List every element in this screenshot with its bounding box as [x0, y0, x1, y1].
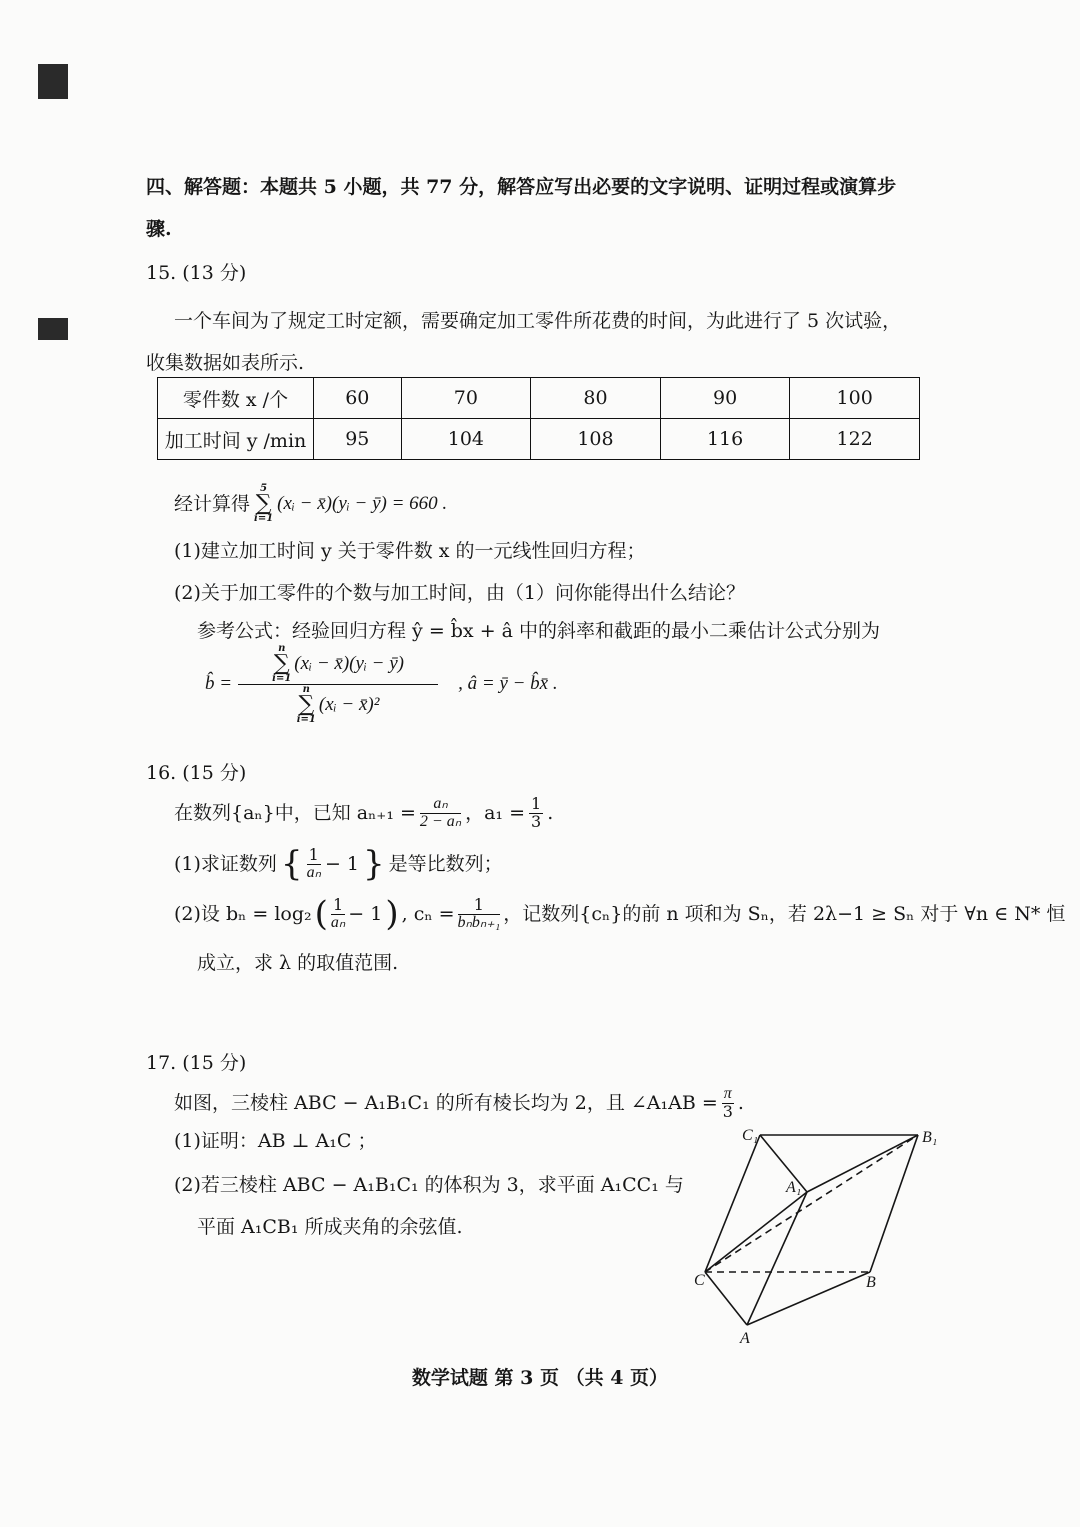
q16-part1-suffix: 是等比数列；	[388, 853, 503, 875]
q15-calc-line	[174, 484, 447, 524]
label-a: A	[740, 1330, 750, 1347]
paren-left: (	[314, 894, 328, 934]
q15-part1: (1)建立加工时间 y 关于零件数 x 的一元线性回归方程；	[174, 540, 646, 562]
q15-intro-line2: 收集数据如表所示.	[146, 352, 305, 374]
table-cell-y: 104	[401, 419, 531, 460]
fraction-denominator: bₙbₙ₊₁	[457, 913, 501, 931]
q16-part1-fraction	[307, 847, 321, 882]
sum-lower: i=1	[272, 672, 292, 684]
fraction-numerator: 1	[531, 794, 542, 813]
q16-part2-minus: − 1	[348, 903, 383, 925]
fraction-denominator: aₙ	[306, 863, 321, 881]
fraction-denominator: 2 − aₙ	[419, 812, 462, 830]
q16-given-prefix: 在数列{aₙ}中，已知 aₙ₊₁ =	[174, 801, 416, 824]
numerator-expr: (xᵢ − x̄)(yᵢ − ȳ)	[294, 652, 404, 674]
label-b: B	[866, 1274, 876, 1291]
fraction-numerator: π	[723, 1085, 732, 1102]
q15-formula	[205, 644, 558, 725]
q15-number: 15. (13 分)	[146, 262, 247, 284]
q16-part2-suffix: ，记数列{cₙ}的前 n 项和为 Sₙ，若 2λ−1 ≥ Sₙ 对于 ∀n ∈ N* 恒	[503, 903, 1066, 925]
label-a1: A₁	[786, 1179, 802, 1196]
section-heading-line1: 四、解答题：本题共 5 小题，共 77 分，解答应写出必要的文字说明、证明过程或演算步	[146, 176, 897, 198]
brace-left: {	[280, 844, 303, 884]
table-cell-x: 100	[790, 378, 920, 419]
sum-upper: n	[302, 683, 310, 695]
table-cell-x: 90	[660, 378, 790, 419]
formula-lhs: b̂ =	[205, 672, 233, 694]
q16-part2	[174, 894, 1065, 935]
label-c1: C₁	[742, 1127, 759, 1144]
sum-lower: i=1	[296, 713, 316, 725]
edge-c-a	[705, 1272, 747, 1325]
q15-data-table	[157, 377, 920, 460]
label-c: C	[694, 1272, 705, 1289]
table-cell-y: 122	[790, 419, 920, 460]
scan-marker-top	[38, 64, 68, 99]
sum-lower: i=1	[254, 512, 274, 524]
fraction-denominator: 3	[531, 811, 542, 831]
q17-angle-fraction	[722, 1086, 734, 1121]
q16-part2-prefix: (2)设 bₙ = log₂	[174, 903, 312, 925]
table-cell-y: 116	[660, 419, 790, 460]
q15-calc-expr: (xᵢ − x̄)(yᵢ − ȳ) = 660 .	[277, 492, 448, 514]
q15-intro-line1: 一个车间为了规定工时定额，需要确定加工零件所花费的时间，为此进行了 5 次试验，	[174, 310, 902, 332]
scan-marker-middle	[38, 318, 68, 340]
q15-reference-formula-line: 参考公式：经验回归方程 ŷ = b̂x + â 中的斜率和截距的最小二乘估计公式分别为	[197, 620, 881, 642]
formula-denominator	[238, 685, 438, 725]
sum-upper: n	[278, 643, 286, 654]
summation-symbol: n ∑ i=1	[272, 643, 292, 684]
q17-part2-line1: (2)若三棱柱 ABC − A₁B₁C₁ 的体积为 3，求平面 A₁CC₁ 与	[174, 1174, 684, 1196]
q15-part2: (2)关于加工零件的个数与加工时间，由（1）问你能得出什么结论？	[174, 582, 746, 604]
q16-given-mid: ，a₁ =	[465, 801, 525, 824]
fraction-denominator: 3	[722, 1101, 733, 1121]
summation-symbol: 5 ∑ i=1	[254, 483, 274, 524]
table-cell-x: 60	[314, 378, 402, 419]
q16-given	[174, 796, 553, 831]
sum-upper: 5	[260, 483, 268, 494]
edge-c1-c	[705, 1135, 760, 1272]
formula-rhs: , â = ȳ − b̂x̄ .	[458, 672, 558, 694]
table-row-y	[158, 419, 920, 460]
q17-part1: (1)证明：AB ⊥ A₁C ；	[174, 1130, 377, 1152]
q16-part1-minus: − 1	[324, 853, 359, 875]
table-cell-y: 108	[531, 419, 661, 460]
fraction-numerator: 1	[307, 847, 321, 865]
q16-given-fraction	[420, 796, 461, 831]
q17-intro-end: .	[737, 1091, 744, 1114]
label-b1: B₁	[922, 1129, 938, 1146]
q17-intro	[174, 1086, 744, 1121]
fraction-denominator: aₙ	[330, 913, 346, 931]
edge-a-b	[747, 1272, 870, 1325]
q16-c-fraction	[458, 897, 501, 932]
edge-c-b1-dashed	[705, 1135, 918, 1272]
formula-numerator	[238, 644, 438, 685]
q16-part2-c: , cₙ =	[401, 903, 455, 925]
table-row-label-y: 加工时间 y /min	[158, 419, 314, 460]
q17-number: 17. (15 分)	[146, 1052, 247, 1074]
q16-number: 16. (15 分)	[146, 762, 247, 784]
summation-symbol: n ∑ i=1	[296, 683, 316, 725]
fraction-numerator: 1	[458, 897, 501, 915]
table-cell-y: 95	[314, 419, 402, 460]
table-cell-x: 80	[531, 378, 661, 419]
q16-part2-line2: 成立，求 λ 的取值范围.	[197, 952, 399, 974]
table-row-x	[158, 378, 920, 419]
q16-part2-fraction	[331, 897, 345, 932]
q16-given-end: .	[547, 801, 554, 824]
brace-right: }	[363, 844, 385, 884]
q15-calc-prefix: 经计算得	[174, 492, 251, 515]
table-cell-x: 70	[401, 378, 531, 419]
page-footer: 数学试题 第 3 页 （共 4 页）	[411, 1367, 669, 1389]
section-heading-line2: 骤.	[146, 218, 172, 240]
fraction-numerator: 1	[331, 897, 345, 915]
q16-part1-prefix: (1)求证数列	[174, 853, 277, 875]
q17-part2-line2: 平面 A₁CB₁ 所成夹角的余弦值.	[197, 1216, 463, 1238]
q17-intro-text: 如图，三棱柱 ABC − A₁B₁C₁ 的所有棱长均为 2，且 ∠A₁AB =	[174, 1091, 718, 1114]
q16-a1-fraction	[529, 796, 543, 831]
paren-right: )	[385, 894, 399, 934]
q16-part1	[174, 844, 503, 885]
fraction-numerator: aₙ	[420, 796, 461, 814]
formula-fraction	[238, 644, 438, 725]
denominator-expr: (xᵢ − x̄)²	[318, 693, 380, 715]
prism-figure	[690, 1120, 950, 1350]
table-row-label-x: 零件数 x /个	[158, 378, 314, 419]
